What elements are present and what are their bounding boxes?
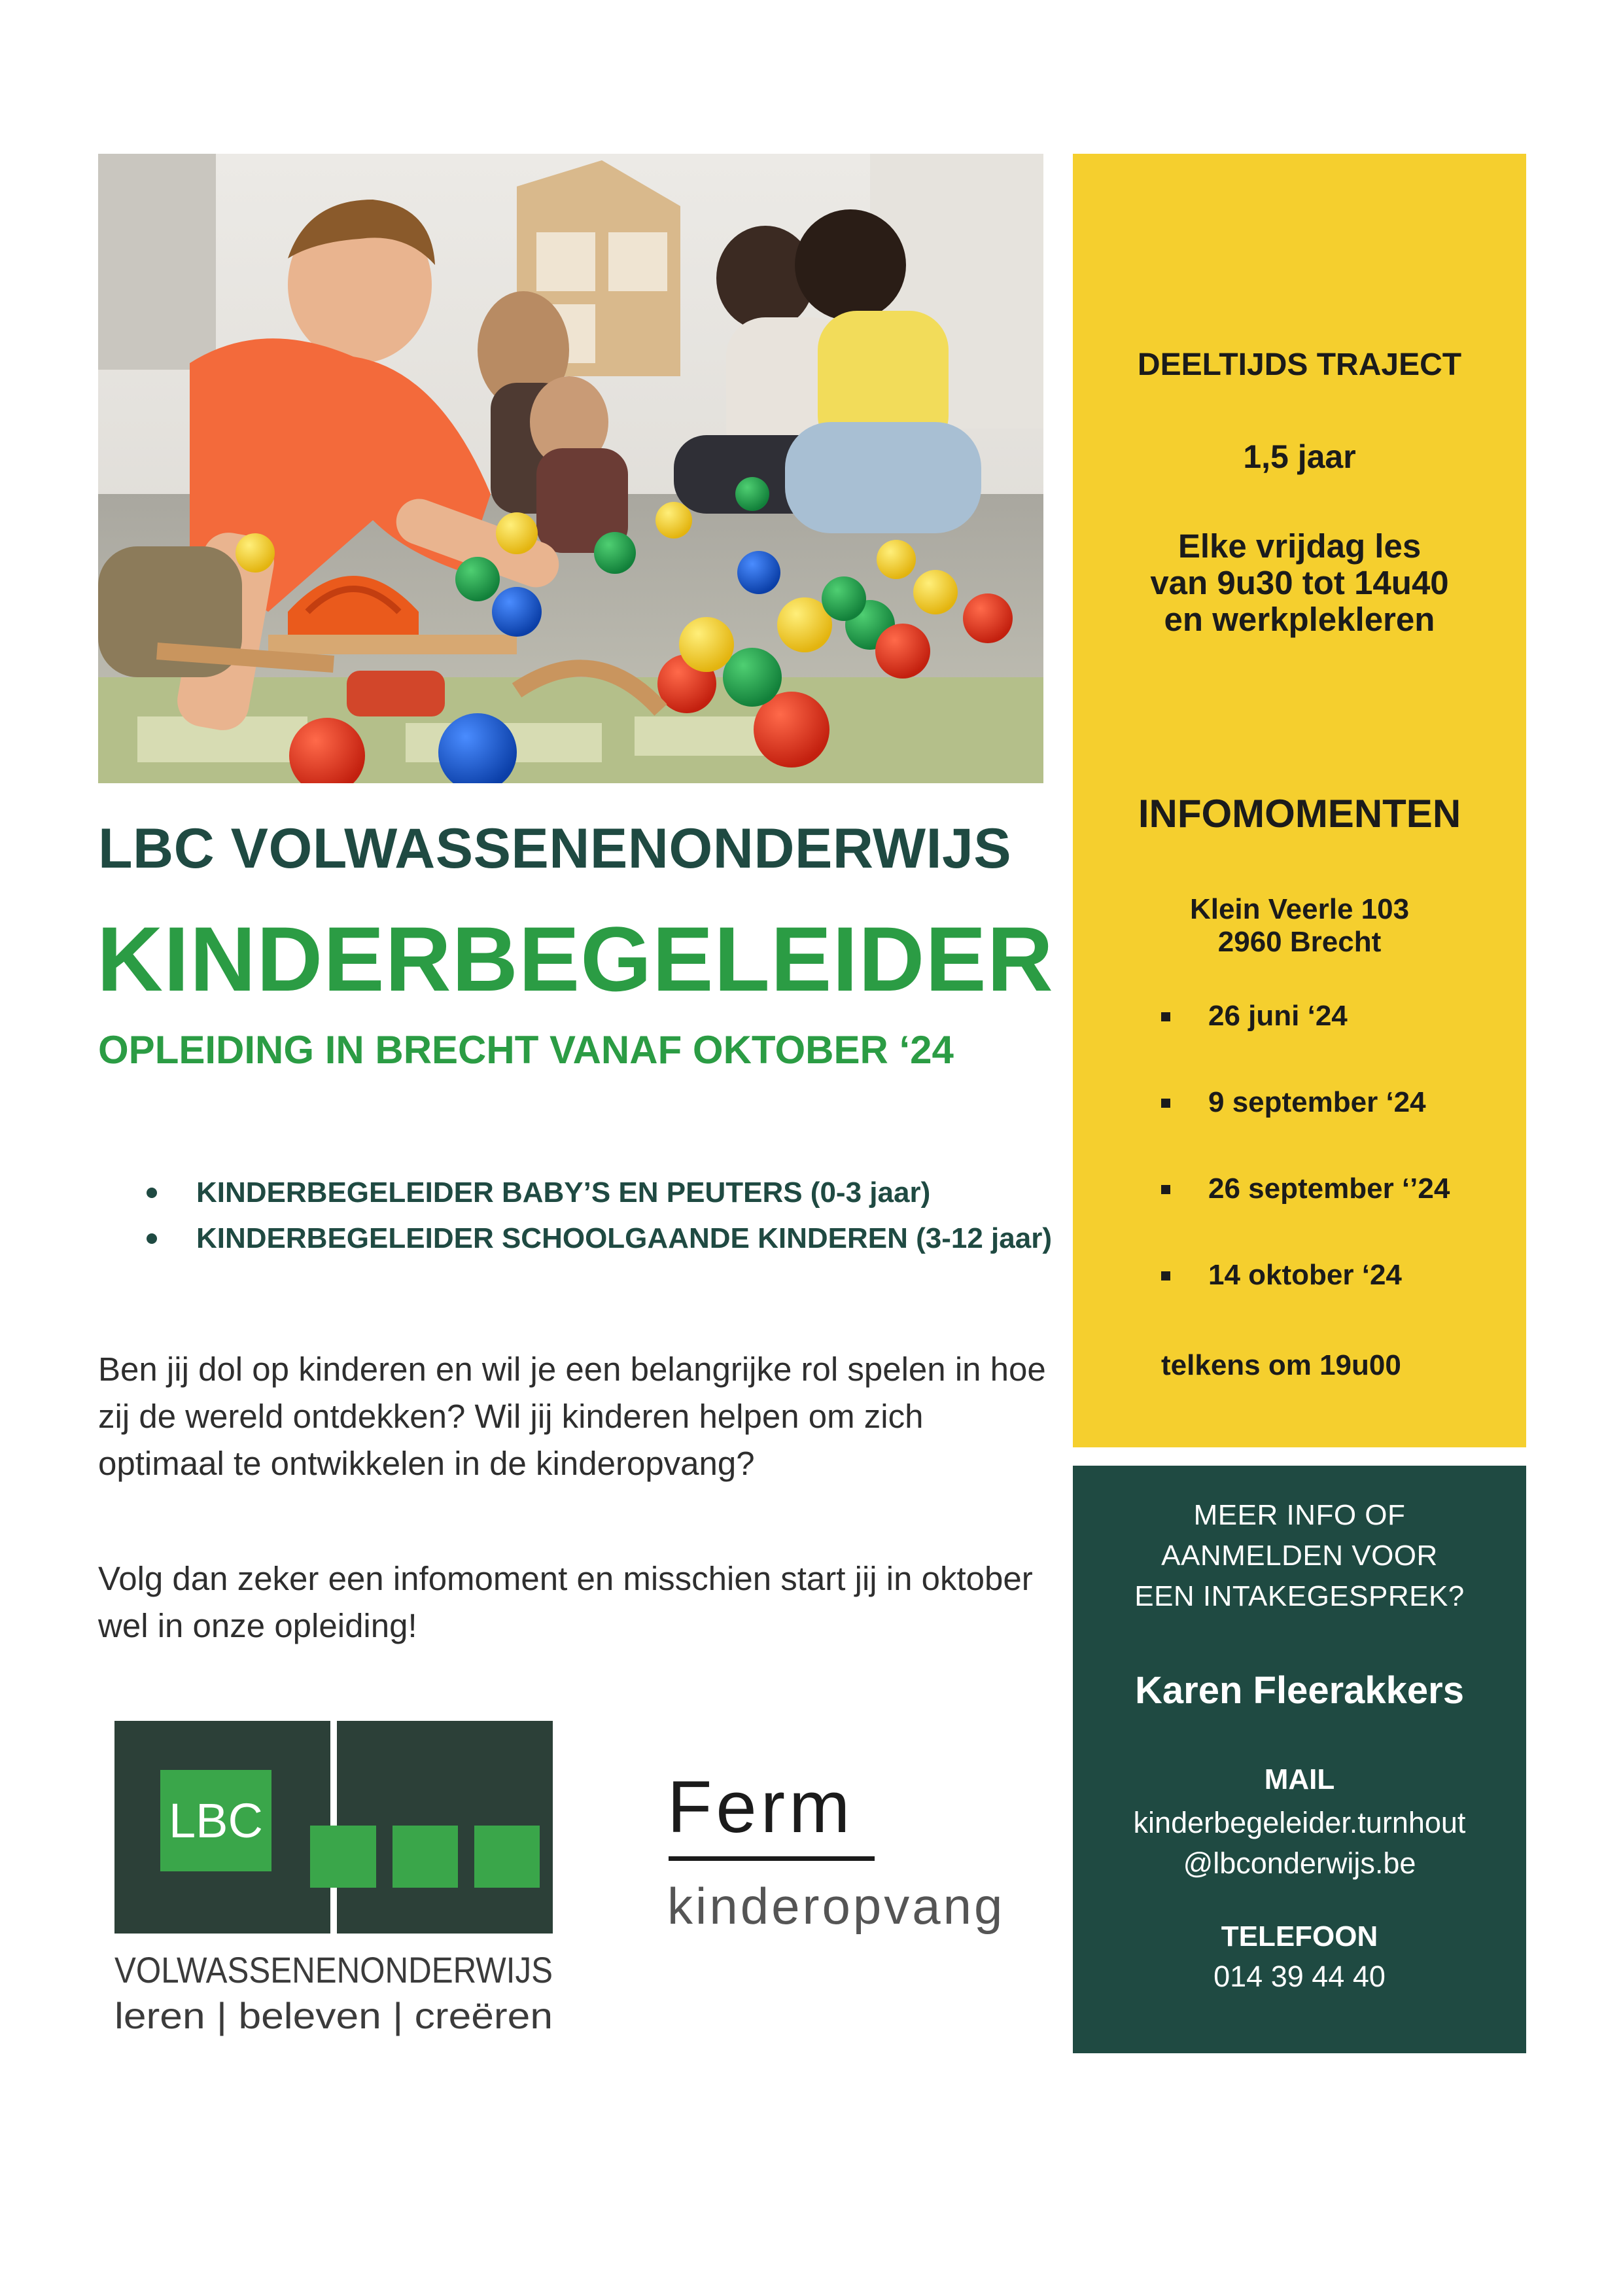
schedule-line: Elke vrijdag les [1178,527,1422,565]
infomomenten-title: INFOMOMENTEN [1138,792,1461,836]
square-bullet-icon [1161,1099,1170,1108]
ferm-name: Ferm [667,1766,854,1848]
square-bullet-icon [1161,1012,1170,1021]
ferm-sub: kinderopvang [667,1877,1001,1935]
call-to-action-paragraph: Volg dan zeker een infomoment en misschien start jij in oktober wel in onze opleiding! [98,1560,1033,1644]
date-label: 14 oktober ‘24 [1208,1259,1402,1291]
schedule-line: van 9u30 tot 14u40 [1150,564,1449,601]
mail-line: kinderbegeleider.turnhout [1133,1806,1466,1839]
date-item [1161,997,1450,1083]
intro-paragraph: Ben jij dol op kinderen en wil je een belangrijke rol spelen in hoe zij de wereld ontdekken? Wil jij kinderen helpen om zich optimaal te ontwikkelen in de kinderopvang? [98,1351,1046,1482]
ferm-logo-graphic [661,1760,1001,1956]
track-label: KINDERBEGELEIDER SCHOOLGAANDE KINDEREN (3-12 jaar) [196,1222,1052,1254]
date-label: 26 september ‘’24 [1208,1173,1450,1205]
phone-label: TELEFOON [1221,1920,1378,1952]
children-playing-photo [98,154,1043,783]
contact-panel [1073,1466,1526,2053]
lbc-mark: LBC [169,1793,263,1848]
bullet-icon [147,1233,157,1244]
infomomenten-address [1073,893,1526,959]
mail-line: @lbconderwijs.be [1183,1846,1416,1880]
infomomenten-dates [1161,997,1450,1342]
traject-info-panel [1073,154,1526,1447]
date-item [1161,1256,1450,1342]
ferm-logo [661,1760,1001,1956]
mail-label: MAIL [1264,1763,1335,1795]
track-label: KINDERBEGELEIDER BABY’S EN PEUTERS (0-3 jaar) [196,1176,931,1209]
address-line: Klein Veerle 103 [1189,893,1410,925]
date-label: 9 september ‘24 [1208,1086,1426,1118]
course-subtitle: OPLEIDING IN BRECHT VANAF OKTOBER ‘24 [98,1028,954,1072]
lbc-logo [111,1721,569,2048]
traject-title: DEELTIJDS TRAJECT [1137,347,1462,382]
date-label: 26 juni ‘24 [1208,1000,1348,1032]
schedule-line: en werkplekleren [1164,601,1435,638]
contact-intro [1073,1495,1526,1617]
traject-duration: 1,5 jaar [1243,438,1356,475]
lbc-name: VOLWASSENENONDERWIJS [114,1949,553,1990]
mail-address[interactable] [1073,1803,1526,1884]
organization-name: LBC VOLWASSENENONDERWIJS [98,817,1012,880]
square-bullet-icon [1161,1271,1170,1280]
lbc-logo-graphic [111,1721,569,2048]
intro-line: AANMELDEN VOOR [1161,1540,1438,1572]
bullet-icon [147,1188,157,1198]
photo-illustration [98,154,1043,783]
address-line: 2960 Brecht [1217,926,1382,958]
phone-number[interactable]: 014 39 44 40 [1213,1960,1386,1993]
list-item [144,1170,1060,1216]
lbc-tagline: leren | beleven | creëren [114,1995,553,2036]
date-item [1161,1083,1450,1169]
ferm-divider [669,1856,875,1861]
contact-name: Karen Fleerakkers [1135,1669,1464,1712]
course-title: KINDERBEGELEIDER [97,908,1054,1010]
track-list [144,1170,1060,1262]
date-item [1161,1169,1450,1256]
intro-line: MEER INFO OF [1193,1499,1406,1531]
intro-line: EEN INTAKEGESPREK? [1134,1580,1465,1612]
infomomenten-time: telkens om 19u00 [1161,1349,1401,1381]
square-bullet-icon [1161,1185,1170,1194]
traject-schedule [1073,528,1526,638]
list-item [144,1216,1060,1262]
